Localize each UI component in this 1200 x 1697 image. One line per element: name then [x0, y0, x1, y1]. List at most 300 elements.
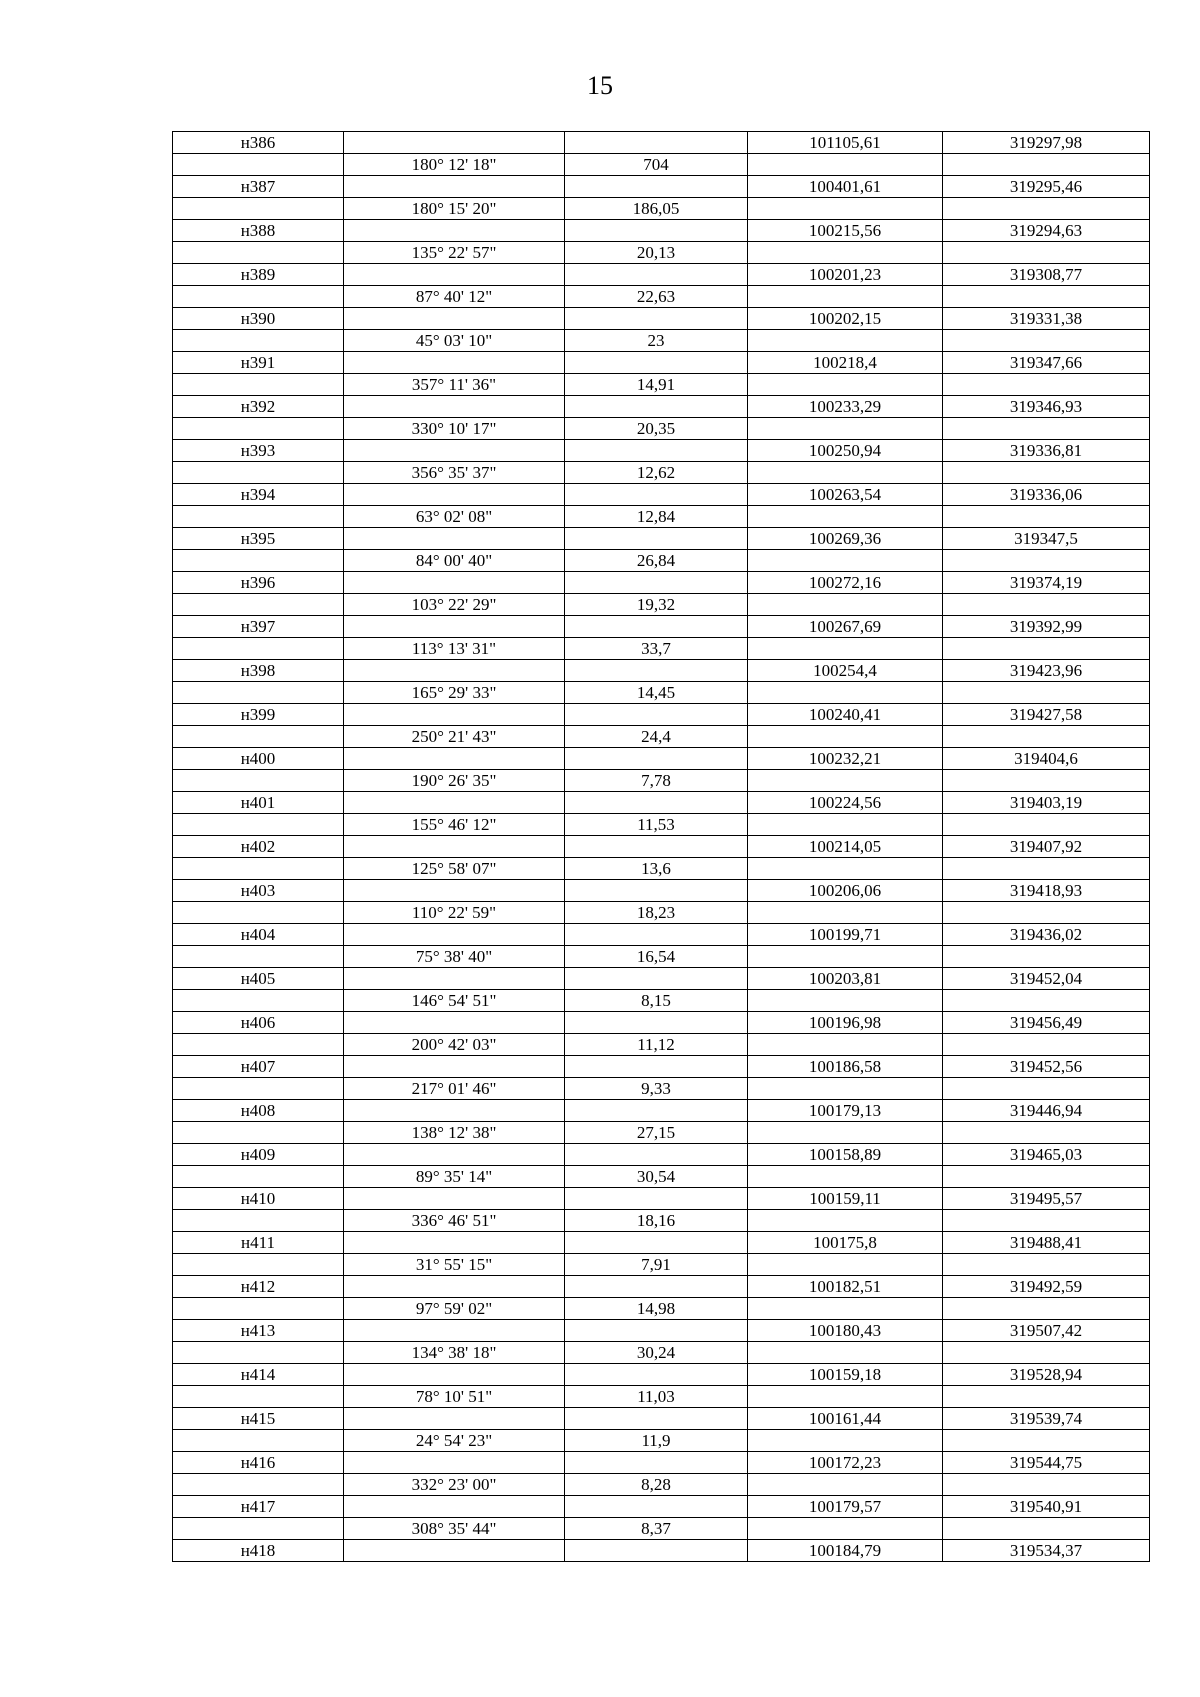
point-name-cell — [173, 1342, 344, 1364]
angle-cell — [344, 1100, 565, 1122]
length-cell: 7,91 — [565, 1254, 748, 1276]
x-coordinate-cell: 100179,13 — [748, 1100, 943, 1122]
point-name-cell — [173, 506, 344, 528]
point-name-cell — [173, 1430, 344, 1452]
length-cell: 30,24 — [565, 1342, 748, 1364]
segment-row — [173, 374, 1150, 396]
length-cell: 14,45 — [565, 682, 748, 704]
angle-cell: 330° 10' 17" — [344, 418, 565, 440]
y-coordinate-cell: 319336,81 — [943, 440, 1150, 462]
x-coordinate-cell: 100180,43 — [748, 1320, 943, 1342]
point-name-cell: н414 — [173, 1364, 344, 1386]
point-name-cell: н405 — [173, 968, 344, 990]
length-cell — [565, 924, 748, 946]
angle-cell: 357° 11' 36" — [344, 374, 565, 396]
point-name-cell — [173, 242, 344, 264]
length-cell: 20,35 — [565, 418, 748, 440]
point-name-cell — [173, 1122, 344, 1144]
angle-cell: 155° 46' 12" — [344, 814, 565, 836]
length-cell: 33,7 — [565, 638, 748, 660]
length-cell: 11,53 — [565, 814, 748, 836]
length-cell — [565, 880, 748, 902]
y-coordinate-cell — [943, 198, 1150, 220]
x-coordinate-cell — [748, 1078, 943, 1100]
point-row — [173, 924, 1150, 946]
angle-cell: 45° 03' 10" — [344, 330, 565, 352]
segment-row — [173, 1518, 1150, 1540]
x-coordinate-cell — [748, 1474, 943, 1496]
y-coordinate-cell: 319534,37 — [943, 1540, 1150, 1562]
point-name-cell — [173, 594, 344, 616]
point-name-cell — [173, 198, 344, 220]
point-name-cell: н418 — [173, 1540, 344, 1562]
point-row — [173, 1188, 1150, 1210]
point-row — [173, 836, 1150, 858]
angle-cell: 31° 55' 15" — [344, 1254, 565, 1276]
x-coordinate-cell: 100175,8 — [748, 1232, 943, 1254]
x-coordinate-cell: 100269,36 — [748, 528, 943, 550]
point-name-cell: н404 — [173, 924, 344, 946]
segment-row — [173, 594, 1150, 616]
y-coordinate-cell: 319540,91 — [943, 1496, 1150, 1518]
y-coordinate-cell: 319452,04 — [943, 968, 1150, 990]
segment-row — [173, 902, 1150, 924]
y-coordinate-cell — [943, 1430, 1150, 1452]
angle-cell: 103° 22' 29" — [344, 594, 565, 616]
angle-cell: 165° 29' 33" — [344, 682, 565, 704]
length-cell: 8,15 — [565, 990, 748, 1012]
point-name-cell: н398 — [173, 660, 344, 682]
point-row — [173, 616, 1150, 638]
point-name-cell — [173, 946, 344, 968]
page-number: 15 — [587, 71, 613, 100]
y-coordinate-cell: 319528,94 — [943, 1364, 1150, 1386]
point-name-cell — [173, 1078, 344, 1100]
point-name-cell: н403 — [173, 880, 344, 902]
x-coordinate-cell — [748, 990, 943, 1012]
point-name-cell — [173, 154, 344, 176]
length-cell: 20,13 — [565, 242, 748, 264]
point-name-cell: н388 — [173, 220, 344, 242]
angle-cell: 134° 38' 18" — [344, 1342, 565, 1364]
y-coordinate-cell — [943, 594, 1150, 616]
angle-cell: 97° 59' 02" — [344, 1298, 565, 1320]
y-coordinate-cell: 319418,93 — [943, 880, 1150, 902]
x-coordinate-cell — [748, 902, 943, 924]
x-coordinate-cell — [748, 462, 943, 484]
y-coordinate-cell — [943, 990, 1150, 1012]
length-cell: 23 — [565, 330, 748, 352]
x-coordinate-cell — [748, 682, 943, 704]
segment-row — [173, 1254, 1150, 1276]
segment-row — [173, 682, 1150, 704]
x-coordinate-cell: 100224,56 — [748, 792, 943, 814]
segment-row — [173, 1078, 1150, 1100]
length-cell — [565, 396, 748, 418]
y-coordinate-cell — [943, 506, 1150, 528]
length-cell: 22,63 — [565, 286, 748, 308]
y-coordinate-cell — [943, 286, 1150, 308]
angle-cell — [344, 748, 565, 770]
angle-cell — [344, 1276, 565, 1298]
y-coordinate-cell: 319446,94 — [943, 1100, 1150, 1122]
x-coordinate-cell: 100161,44 — [748, 1408, 943, 1430]
point-row — [173, 440, 1150, 462]
y-coordinate-cell: 319423,96 — [943, 660, 1150, 682]
y-coordinate-cell — [943, 1386, 1150, 1408]
x-coordinate-cell — [748, 1298, 943, 1320]
y-coordinate-cell — [943, 1474, 1150, 1496]
angle-cell — [344, 616, 565, 638]
point-row — [173, 352, 1150, 374]
y-coordinate-cell: 319407,92 — [943, 836, 1150, 858]
x-coordinate-cell: 100250,94 — [748, 440, 943, 462]
point-name-cell — [173, 726, 344, 748]
segment-row — [173, 418, 1150, 440]
length-cell: 11,03 — [565, 1386, 748, 1408]
x-coordinate-cell: 100182,51 — [748, 1276, 943, 1298]
y-coordinate-cell — [943, 154, 1150, 176]
point-row — [173, 1276, 1150, 1298]
x-coordinate-cell — [748, 1254, 943, 1276]
segment-row — [173, 638, 1150, 660]
x-coordinate-cell — [748, 946, 943, 968]
angle-cell — [344, 1364, 565, 1386]
y-coordinate-cell — [943, 1034, 1150, 1056]
y-coordinate-cell — [943, 1518, 1150, 1540]
point-name-cell — [173, 1518, 344, 1540]
length-cell — [565, 1056, 748, 1078]
angle-cell: 217° 01' 46" — [344, 1078, 565, 1100]
x-coordinate-cell — [748, 1166, 943, 1188]
y-coordinate-cell: 319403,19 — [943, 792, 1150, 814]
angle-cell: 87° 40' 12" — [344, 286, 565, 308]
segment-row — [173, 1298, 1150, 1320]
y-coordinate-cell — [943, 330, 1150, 352]
segment-row — [173, 814, 1150, 836]
coordinates-table-body — [173, 132, 1150, 1562]
point-name-cell — [173, 990, 344, 1012]
length-cell: 9,33 — [565, 1078, 748, 1100]
point-name-cell — [173, 1034, 344, 1056]
y-coordinate-cell — [943, 726, 1150, 748]
length-cell — [565, 264, 748, 286]
y-coordinate-cell — [943, 682, 1150, 704]
angle-cell — [344, 924, 565, 946]
y-coordinate-cell: 319544,75 — [943, 1452, 1150, 1474]
segment-row — [173, 1430, 1150, 1452]
length-cell — [565, 352, 748, 374]
x-coordinate-cell: 100232,21 — [748, 748, 943, 770]
point-name-cell: н411 — [173, 1232, 344, 1254]
x-coordinate-cell: 100202,15 — [748, 308, 943, 330]
y-coordinate-cell — [943, 1078, 1150, 1100]
point-name-cell — [173, 902, 344, 924]
length-cell — [565, 176, 748, 198]
point-name-cell: н401 — [173, 792, 344, 814]
point-name-cell — [173, 1166, 344, 1188]
y-coordinate-cell — [943, 1298, 1150, 1320]
point-row — [173, 220, 1150, 242]
y-coordinate-cell — [943, 418, 1150, 440]
x-coordinate-cell — [748, 1386, 943, 1408]
length-cell — [565, 1408, 748, 1430]
length-cell — [565, 1364, 748, 1386]
angle-cell — [344, 440, 565, 462]
segment-row — [173, 1034, 1150, 1056]
point-name-cell — [173, 330, 344, 352]
length-cell — [565, 308, 748, 330]
angle-cell: 250° 21' 43" — [344, 726, 565, 748]
point-row — [173, 704, 1150, 726]
y-coordinate-cell: 319488,41 — [943, 1232, 1150, 1254]
length-cell — [565, 1496, 748, 1518]
y-coordinate-cell: 319492,59 — [943, 1276, 1150, 1298]
x-coordinate-cell — [748, 550, 943, 572]
length-cell — [565, 748, 748, 770]
x-coordinate-cell — [748, 330, 943, 352]
point-name-cell — [173, 1474, 344, 1496]
angle-cell: 24° 54' 23" — [344, 1430, 565, 1452]
segment-row — [173, 154, 1150, 176]
point-row — [173, 1100, 1150, 1122]
point-name-cell — [173, 1386, 344, 1408]
length-cell: 11,9 — [565, 1430, 748, 1452]
point-name-cell — [173, 770, 344, 792]
angle-cell: 356° 35' 37" — [344, 462, 565, 484]
segment-row — [173, 242, 1150, 264]
angle-cell — [344, 968, 565, 990]
angle-cell — [344, 528, 565, 550]
coordinates-table — [172, 131, 1150, 1562]
point-name-cell: н406 — [173, 1012, 344, 1034]
angle-cell — [344, 1408, 565, 1430]
x-coordinate-cell — [748, 1342, 943, 1364]
segment-row — [173, 1166, 1150, 1188]
length-cell — [565, 1100, 748, 1122]
x-coordinate-cell: 100199,71 — [748, 924, 943, 946]
y-coordinate-cell: 319392,99 — [943, 616, 1150, 638]
angle-cell — [344, 1496, 565, 1518]
point-name-cell: н387 — [173, 176, 344, 198]
point-row — [173, 1056, 1150, 1078]
point-name-cell: н389 — [173, 264, 344, 286]
y-coordinate-cell — [943, 638, 1150, 660]
length-cell: 7,78 — [565, 770, 748, 792]
angle-cell — [344, 836, 565, 858]
point-row — [173, 1364, 1150, 1386]
length-cell: 19,32 — [565, 594, 748, 616]
length-cell — [565, 484, 748, 506]
x-coordinate-cell: 100184,79 — [748, 1540, 943, 1562]
length-cell — [565, 1144, 748, 1166]
length-cell — [565, 132, 748, 154]
point-name-cell: н386 — [173, 132, 344, 154]
x-coordinate-cell — [748, 506, 943, 528]
point-name-cell: н400 — [173, 748, 344, 770]
length-cell — [565, 1232, 748, 1254]
point-row — [173, 132, 1150, 154]
point-row — [173, 396, 1150, 418]
angle-cell: 110° 22' 59" — [344, 902, 565, 924]
x-coordinate-cell — [748, 1122, 943, 1144]
point-row — [173, 1540, 1150, 1562]
y-coordinate-cell — [943, 858, 1150, 880]
point-name-cell: н408 — [173, 1100, 344, 1122]
segment-row — [173, 1210, 1150, 1232]
angle-cell — [344, 1188, 565, 1210]
point-name-cell — [173, 1254, 344, 1276]
point-row — [173, 792, 1150, 814]
y-coordinate-cell: 319436,02 — [943, 924, 1150, 946]
angle-cell: 125° 58' 07" — [344, 858, 565, 880]
length-cell: 18,16 — [565, 1210, 748, 1232]
angle-cell: 190° 26' 35" — [344, 770, 565, 792]
x-coordinate-cell — [748, 1034, 943, 1056]
length-cell — [565, 572, 748, 594]
length-cell — [565, 616, 748, 638]
length-cell: 18,23 — [565, 902, 748, 924]
point-row — [173, 1012, 1150, 1034]
angle-cell: 146° 54' 51" — [344, 990, 565, 1012]
length-cell: 16,54 — [565, 946, 748, 968]
angle-cell: 180° 15' 20" — [344, 198, 565, 220]
length-cell — [565, 836, 748, 858]
point-name-cell — [173, 858, 344, 880]
length-cell: 8,37 — [565, 1518, 748, 1540]
angle-cell: 89° 35' 14" — [344, 1166, 565, 1188]
x-coordinate-cell — [748, 594, 943, 616]
y-coordinate-cell — [943, 1342, 1150, 1364]
y-coordinate-cell: 319452,56 — [943, 1056, 1150, 1078]
angle-cell: 336° 46' 51" — [344, 1210, 565, 1232]
x-coordinate-cell — [748, 198, 943, 220]
y-coordinate-cell — [943, 770, 1150, 792]
y-coordinate-cell: 319495,57 — [943, 1188, 1150, 1210]
angle-cell: 75° 38' 40" — [344, 946, 565, 968]
x-coordinate-cell: 100158,89 — [748, 1144, 943, 1166]
y-coordinate-cell — [943, 1122, 1150, 1144]
length-cell — [565, 968, 748, 990]
x-coordinate-cell: 100196,98 — [748, 1012, 943, 1034]
y-coordinate-cell: 319331,38 — [943, 308, 1150, 330]
point-row — [173, 308, 1150, 330]
point-name-cell — [173, 286, 344, 308]
point-row — [173, 748, 1150, 770]
x-coordinate-cell: 100201,23 — [748, 264, 943, 286]
x-coordinate-cell — [748, 154, 943, 176]
point-name-cell — [173, 682, 344, 704]
y-coordinate-cell: 319295,46 — [943, 176, 1150, 198]
segment-row — [173, 1474, 1150, 1496]
length-cell — [565, 1540, 748, 1562]
segment-row — [173, 198, 1150, 220]
point-name-cell — [173, 550, 344, 572]
angle-cell — [344, 1452, 565, 1474]
x-coordinate-cell — [748, 374, 943, 396]
y-coordinate-cell — [943, 1210, 1150, 1232]
point-name-cell — [173, 1210, 344, 1232]
x-coordinate-cell: 100254,4 — [748, 660, 943, 682]
length-cell: 12,62 — [565, 462, 748, 484]
y-coordinate-cell: 319308,77 — [943, 264, 1150, 286]
angle-cell: 63° 02' 08" — [344, 506, 565, 528]
angle-cell — [344, 660, 565, 682]
angle-cell: 113° 13' 31" — [344, 638, 565, 660]
length-cell — [565, 1320, 748, 1342]
angle-cell — [344, 308, 565, 330]
angle-cell — [344, 1232, 565, 1254]
point-name-cell: н395 — [173, 528, 344, 550]
length-cell: 11,12 — [565, 1034, 748, 1056]
segment-row — [173, 990, 1150, 1012]
x-coordinate-cell: 100233,29 — [748, 396, 943, 418]
segment-row — [173, 770, 1150, 792]
length-cell — [565, 440, 748, 462]
x-coordinate-cell — [748, 638, 943, 660]
length-cell — [565, 220, 748, 242]
point-name-cell: н416 — [173, 1452, 344, 1474]
y-coordinate-cell: 319456,49 — [943, 1012, 1150, 1034]
length-cell: 8,28 — [565, 1474, 748, 1496]
point-row — [173, 660, 1150, 682]
angle-cell: 200° 42' 03" — [344, 1034, 565, 1056]
segment-row — [173, 858, 1150, 880]
segment-row — [173, 946, 1150, 968]
x-coordinate-cell — [748, 1210, 943, 1232]
angle-cell: 180° 12' 18" — [344, 154, 565, 176]
angle-cell: 308° 35' 44" — [344, 1518, 565, 1540]
segment-row — [173, 506, 1150, 528]
angle-cell — [344, 704, 565, 726]
y-coordinate-cell: 319374,19 — [943, 572, 1150, 594]
angle-cell: 84° 00' 40" — [344, 550, 565, 572]
segment-row — [173, 1122, 1150, 1144]
point-name-cell: н409 — [173, 1144, 344, 1166]
length-cell: 14,98 — [565, 1298, 748, 1320]
point-name-cell: н397 — [173, 616, 344, 638]
y-coordinate-cell: 319465,03 — [943, 1144, 1150, 1166]
angle-cell — [344, 264, 565, 286]
x-coordinate-cell — [748, 242, 943, 264]
angle-cell: 135° 22' 57" — [344, 242, 565, 264]
point-name-cell: н394 — [173, 484, 344, 506]
y-coordinate-cell — [943, 242, 1150, 264]
segment-row — [173, 286, 1150, 308]
x-coordinate-cell: 100172,23 — [748, 1452, 943, 1474]
y-coordinate-cell: 319507,42 — [943, 1320, 1150, 1342]
length-cell: 30,54 — [565, 1166, 748, 1188]
length-cell: 12,84 — [565, 506, 748, 528]
segment-row — [173, 462, 1150, 484]
y-coordinate-cell — [943, 1166, 1150, 1188]
point-row — [173, 1144, 1150, 1166]
point-name-cell: н413 — [173, 1320, 344, 1342]
length-cell: 186,05 — [565, 198, 748, 220]
angle-cell: 332° 23' 00" — [344, 1474, 565, 1496]
y-coordinate-cell — [943, 550, 1150, 572]
point-row — [173, 176, 1150, 198]
length-cell — [565, 528, 748, 550]
point-name-cell: н391 — [173, 352, 344, 374]
length-cell: 24,4 — [565, 726, 748, 748]
length-cell — [565, 1276, 748, 1298]
point-name-cell — [173, 462, 344, 484]
y-coordinate-cell: 319347,66 — [943, 352, 1150, 374]
segment-row — [173, 1342, 1150, 1364]
point-name-cell: н392 — [173, 396, 344, 418]
x-coordinate-cell: 100401,61 — [748, 176, 943, 198]
